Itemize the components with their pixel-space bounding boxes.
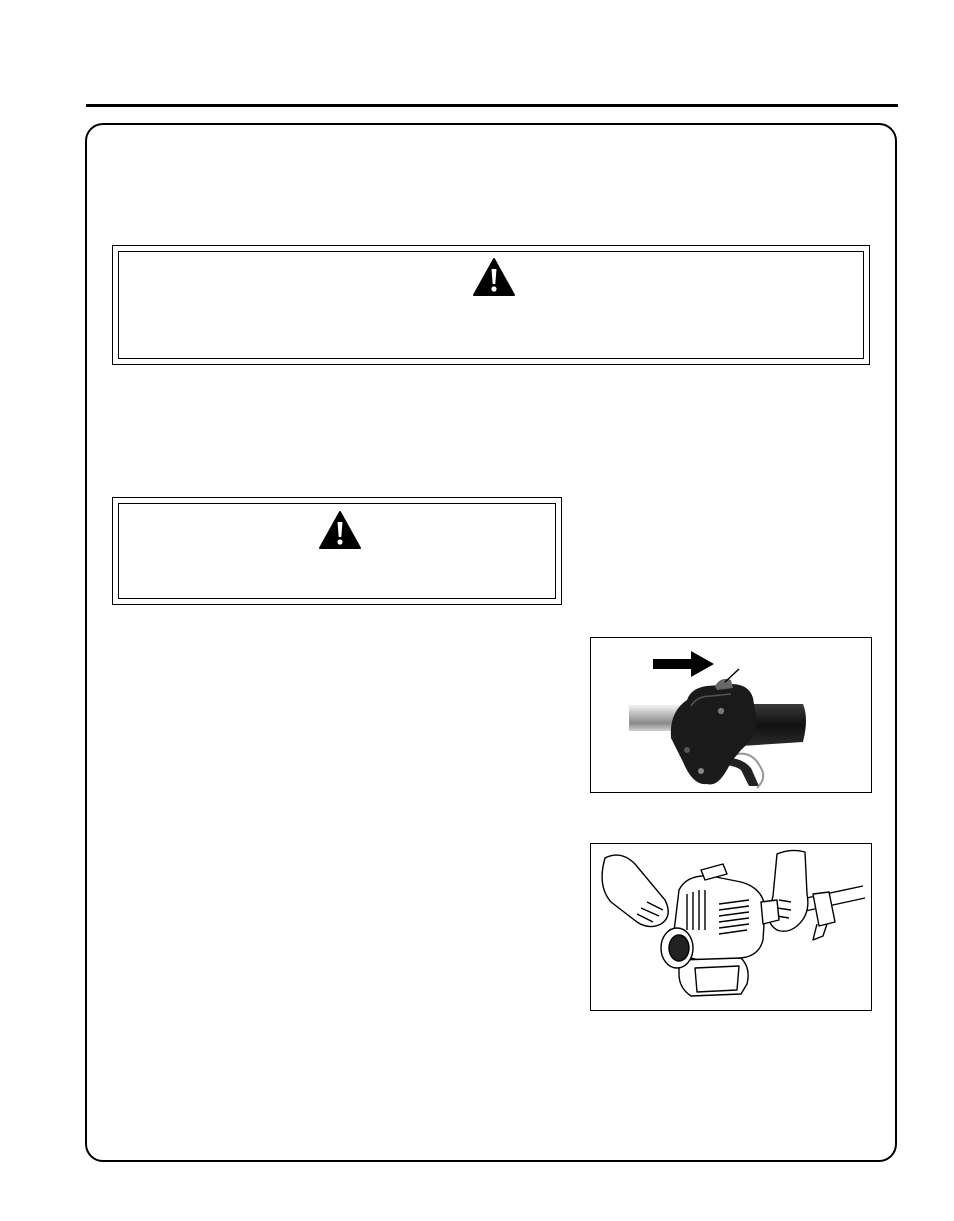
warning-triangle-icon [318,510,362,550]
engine-hands-illustration [591,844,872,1011]
header-rule [86,104,898,107]
engine-hands-figure [590,843,872,1011]
throttle-handle-illustration [591,638,872,793]
throttle-lockout-button [715,679,733,690]
warning-box-2 [112,497,562,605]
warning-triangle-icon [472,257,516,297]
throttle-handle-figure [590,637,872,793]
warning-box-1 [112,245,870,365]
right-arrow-icon [653,651,714,677]
